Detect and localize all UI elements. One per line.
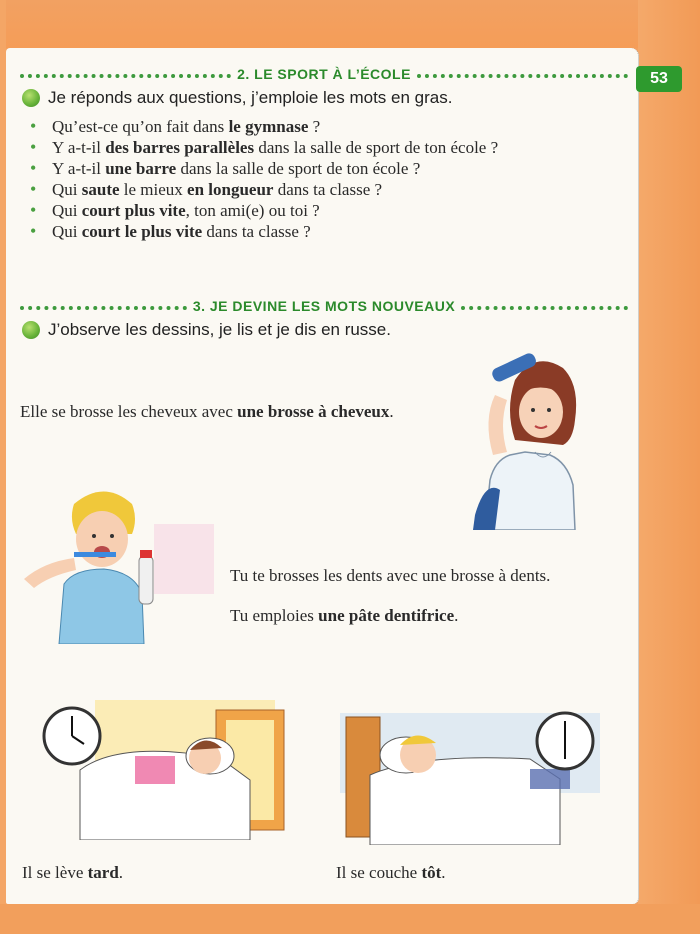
toothpaste-sentence: Tu emploies une pâte dentifrice. [230, 606, 459, 625]
section-3-instruction [22, 320, 391, 340]
section-2-title: 2. LE SPORT À L’ÉCOLE [237, 66, 411, 82]
question-item: • Y a-t-il des barres parallèles dans la salle de sport de ton école ? [30, 137, 610, 158]
boy-brushing-teeth-illustration [14, 484, 214, 644]
section-3-heading [20, 296, 628, 316]
question-item: • Qui court le plus vite dans ta classe ? [30, 221, 610, 242]
page-number: 53 [636, 66, 682, 92]
dotted-rule-right [417, 74, 628, 78]
hairbrush-sentence: Elle se brosse les cheveux avec une brosse à cheveux. [20, 402, 394, 421]
task-bullet-icon [22, 321, 40, 339]
dotted-rule-left [20, 306, 187, 310]
boy-in-bed-early-illustration [340, 705, 600, 845]
section-3-title: 3. JE DEVINE LES MOTS NOUVEAUX [192, 298, 456, 314]
question-list [30, 116, 610, 242]
late-caption: Il se lève tard. [22, 863, 124, 882]
question-item: • Qu’est-ce qu’on fait dans le gymnase ? [30, 116, 610, 137]
question-item: • Qui saute le mieux en longueur dans ta classe ? [30, 179, 610, 200]
page-frame-top [0, 0, 700, 48]
task-bullet-icon [22, 89, 40, 107]
instruction-text: J’observe les dessins, je lis et je dis en russe. [48, 320, 391, 339]
page-frame-bottom [0, 904, 700, 934]
instruction-text: Je réponds aux questions, j’emploie les mots en gras. [48, 88, 453, 107]
section-2-heading [20, 64, 628, 84]
question-item: • Y a-t-il une barre dans la salle de sport de ton école ? [30, 158, 610, 179]
early-caption: Il se couche tôt. [336, 863, 446, 882]
girl-brushing-hair-illustration [455, 340, 595, 530]
section-2-instruction [22, 88, 452, 108]
dotted-rule-left [20, 74, 231, 78]
toothbrush-sentence: Tu te brosses les dents avec une brosse à dents. [230, 566, 551, 585]
page-frame-right [638, 0, 700, 934]
question-item: • Qui court plus vite, ton ami(e) ou toi ? [30, 200, 610, 221]
boy-in-bed-late-illustration [40, 700, 300, 840]
dotted-rule-right [461, 306, 628, 310]
